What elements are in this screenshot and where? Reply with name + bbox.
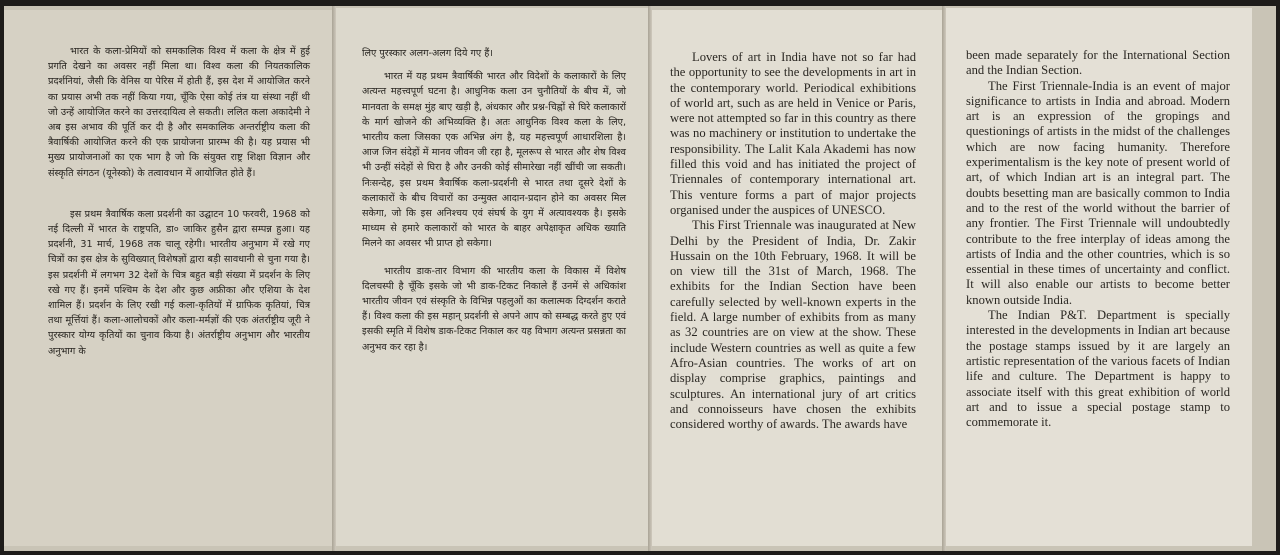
hindi-paragraph-awards: लिए पुरस्कार अलग-अलग दिये गए हैं। — [362, 48, 493, 59]
hindi-paragraph-inauguration: इस प्रथम त्रैवार्षिक कला प्रदर्शनी का उद्घाटन 10 फरवरी, 1968 को नई दिल्ली में भारत के राष्ट्रपति, डा० जाकिर हुसैन द्वारा सम्पन्न हुआ। यह प्रदर्शनी, 31 मार्च, 1968 तक चालू रहेगी। भारतीय अनुभाग में रखे गए चित्रों का इस क्षेत्र के सुविख्यात् विशेषज्ञों द्वारा बड़ी सावधानी से चुना गया है। इस प्रदर्शनी में लगभग 32 देशों के चित्र बहुत बड़ी संख्या में प्रदर्शन के लिए रखे गए हैं। इनमें पश्चिम के देश और कुछ अफ्रीका और एशिया के देश शामिल हैं। प्रदर्शन के लिए रखी गई कला-कृतियों में ग्राफिक कृतियां, चित्र तथा मूर्त्तियां हैं। कला-आलोचकों और कला-मर्मज्ञों की एक अंतर्राष्ट्रीय जूरी ने पुरस्कार योग्य कृतियों का चुनाव किया है। अंतर्राष्ट्रीय अनुभाग और भारतीय अनुभाग के — [48, 208, 310, 357]
english-panel-left — [652, 10, 942, 546]
hindi-paragraph-intro: भारत के कला-प्रेमियों को समकालिक विश्व में कला के क्षेत्र में हुई प्रगति देखने का अवसर नहीं मिला था। विश्व कला की नियतकालिक प्रदर्शनियां, जैसी कि वेनिस या पेरिस में होती हैं, इस देश में आयोजित करने का प्रयास अभी तक नहीं किया गया, चूँकि ऐसा कोई तंत्र या संस्था नहीं थी जो उन्हें आयोजित करने का उत्तरदायित्व ले सकती। ललित कला अकादेमी ने अब इस अभाव की पूर्ति कर दी है और समकालिक अन्तर्राष्ट्रीय कला की त्रैवार्षिकी आयोजित करने की एक प्रायोजना प्रारम्भ की है। यह प्रयास भी मुख्य प्रायोजनाओं का एक भाग है जो कि संयुक्त राष्ट्र शिक्षा विज्ञान और संस्कृति संगठन (यूनेस्को) के तत्वावधान में आयोजित होते हैं। — [48, 46, 310, 179]
english-paragraph-awards: been made separately for the International Section and the Indian Section. — [966, 48, 1230, 78]
leaflet-sheet — [4, 6, 1276, 551]
english-paragraph-pt-department: The Indian P&T. Department is specially interested in the developments in Indian art because the postage stamps issued by it are largely an artistic representation of the various facets of Indian life and culture. The Department is happy to associate itself with this great exhibition of world art and to issue a special postage stamp to commemorate it. — [966, 308, 1230, 430]
hindi-panel-left — [4, 10, 332, 546]
english-paragraph-inauguration: This First Triennale was inaugurated at New Delhi by the President of India, Dr. Zakir Hussain on the 10th February, 1968. It will be on view till the 31st of March, 1968. The exhibits for the Indian Section have been carefully selected by well-known experts in the field. A large number of exhibits from as many as 32 countries are on view at the show. These include Western countries as well as quite a few Afro-Asian countries. The works of art on display comprise graphics, paintings and sculptures. An international jury of art critics and connoisseurs have chosen the exhibits considered worthy of awards. The awards have — [670, 218, 916, 432]
hindi-panel-right — [336, 8, 648, 546]
hindi-paragraph-pt-department: भारतीय डाक-तार विभाग की भारतीय कला के विकास में विशेष दिलचस्पी है चूँकि इसके जो भी डाक-टिकट निकाले हैं उनमें से अधिकांश भारतीय जीवन एवं संस्कृति के विभिन्न पहलुओं का कलात्मक दिग्दर्शन कराते हैं। विश्व कला की इस महान् प्रदर्शनी से अपने आप को सम्बद्ध करते हुए एवं इसकी स्मृति में विशेष डाक-टिकट निकाल कर यह विभाग अत्यन्त प्रसन्नता का अनुभव कर रहा है। — [362, 265, 626, 353]
english-panel-right — [946, 8, 1252, 546]
english-paragraph-intro: Lovers of art in India have not so far had the opportunity to see the developments in art in the contemporary world. Periodical exhibitions of world art, such as are held in Venice or Paris, were not attempted so far in this country as there was no machinery or institution to undertake the responsibility. The Lalit Kala Akademi has now filled this void and has initiated the project of Triennales of contemporary international art. This venture forms a part of major projects organised under the auspices of UNESCO. — [670, 50, 916, 217]
hindi-paragraph-significance: भारत में यह प्रथम त्रैवार्षिकी भारत और विदेशों के कलाकारों के लिए अत्यन्त महत्त्वपूर्ण घटना है। आधुनिक कला उन चुनौतियों के बीच में, जो मानवता के समक्ष मुंह बाए खड़ी है, अंधकार और प्रश्न-चिह्नों से घिरे कलाकारों के मार्ग खोजने की अभिव्यक्ति है। अतः आधुनिक विश्व कला के लिए, भारतीय कला जिसका एक अभिन्न अंग है, यह महत्त्वपूर्ण आधारशिला है। आज जिन संदेहों में मानव जीवन जी रहा है, मूलरूप से भारत और शेष विश्व भी उन्हीं संदेहों से घिरा है और उनकी कोई सीमारेखा नहीं खींची जा सकती। निःसन्देह, इस प्रथम त्रैवार्षिक कला-प्रदर्शनी से भारत तथा दूसरे देशों के कलाकारों के बीच विचारों का उन्मुक्त आदान-प्रदान होने का अवसर मिल सकेगा, जो कि इस अनिश्चय एवं संघर्ष के युग में अत्यावश्यक है। इसके माध्यम से हमारे कलाकारों को भारत के बाहर अपेक्षाकृत अधिक ख्याति मिलने का अवसर भी प्राप्त हो सकेगा। — [362, 71, 626, 250]
english-paragraph-significance: The First Triennale-India is an event of major significance to artists in India and abroad. Modern art is an expression of the gropings and questionings of artists in the midst of the challenges which are now facing humanity. Therefore experimentalism is the key note of present world of art, of which Indian art is an integral part. The doubts besetting man are basically common to India and to the rest of the world without the barrier of any frontier. The First Triennale will undoubtedly contribute to the free interplay of ideas among the artists of India and the other countries, which is so essential in these times of uncertainty and conflict. It will also enable our artists to become better known outside India. — [966, 78, 1230, 307]
